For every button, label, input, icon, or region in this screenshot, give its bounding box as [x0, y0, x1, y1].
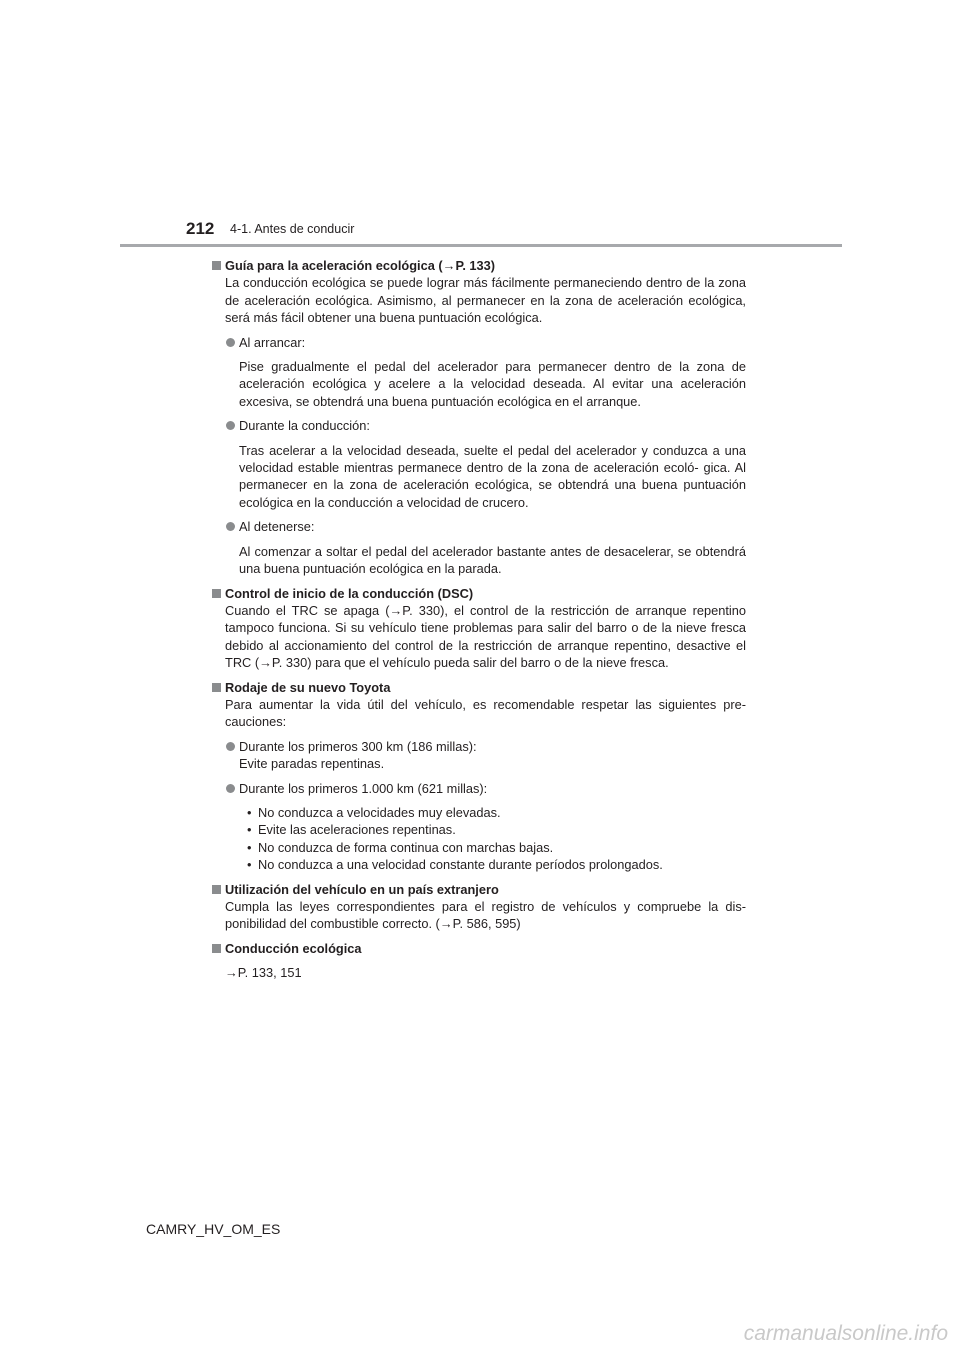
paragraph: La conducción ecológica se puede lograr más fácilmente permaneciendo dentro de la zona de aceleración ecológica. Asimismo, al permanecer en la zona de aceleración ecológica, será más fácil obtener una buena puntuación ecológica. — [225, 275, 746, 326]
sub-list — [212, 804, 746, 874]
square-bullet-icon — [212, 944, 221, 953]
square-bullet-icon — [212, 683, 221, 692]
circle-bullet-icon — [226, 522, 235, 531]
section-title: 4-1. Antes de conducir — [230, 222, 355, 236]
bullet-paragraph: Al comenzar a soltar el pedal del acelerador bastante antes de desacelerar, se obtendrá una buena puntuación ecológica en la parada. — [239, 543, 746, 577]
bullet-item: Al detenerse: — [212, 518, 746, 535]
heading-eco-guide: Guía para la aceleración ecológica (→P. 133) — [212, 257, 746, 274]
heading-break-in: Rodaje de su nuevo Toyota — [212, 679, 746, 696]
page-reference: →P. 133, 151 — [225, 965, 302, 981]
heading-dsc: Control de inicio de la conducción (DSC) — [212, 585, 746, 602]
paragraph: Para aumentar la vida útil del vehículo, es recomendable respetar las siguientes pre- cauciones: — [225, 696, 746, 730]
page-content — [212, 255, 746, 982]
bullet-item: Durante los primeros 1.000 km (621 millas): — [212, 780, 746, 797]
header-rule — [120, 244, 842, 247]
document-code: CAMRY_HV_OM_ES — [146, 1221, 281, 1237]
page-number: 212 — [186, 219, 215, 238]
bullet-paragraph: Evite paradas repentinas. — [239, 756, 385, 772]
circle-bullet-icon — [226, 421, 235, 430]
bullet-paragraph: Pise gradualmente el pedal del acelerador para permanecer dentro de la zona de aceleración ecológica y acelere a la velocidad deseada. Al evitar una aceleración excesiva, se obtendrá una buena puntuación ecológica en el arranque. — [239, 359, 746, 409]
square-bullet-icon — [212, 261, 221, 270]
bullet-item: Durante los primeros 300 km (186 millas): — [212, 738, 746, 755]
sub-list-item: • No conduzca a una velocidad constante durante períodos prolongados. — [247, 857, 663, 873]
square-bullet-icon — [212, 885, 221, 894]
watermark: carmanualsonline.info — [743, 1322, 948, 1345]
heading-eco-driving: Conducción ecológica — [212, 940, 746, 957]
paragraph: Cuando el TRC se apaga (→P. 330), el control de la restricción de arranque repentino tampoco funciona. Si su vehículo tiene problemas para salir del barro o de la nieve fresca debido al accionamiento del control de la restricción de arranque repentino, desactive el TRC (→P. 330) para que el vehículo pueda salir del barro o de la nieve fresca. — [225, 602, 746, 671]
bullet-paragraph: Tras acelerar a la velocidad deseada, suelte el pedal del acelerador y conduzca a una velocidad estable mientras permanece dentro de la zona de aceleración ecoló- gica. Al permanecer en la zona de aceleración ecológica, se obtendrá una buena puntuación ecológica en la conducción a velocidad de crucero. — [239, 442, 746, 510]
circle-bullet-icon — [226, 784, 235, 793]
sub-list-item: • No conduzca a velocidades muy elevadas. — [247, 804, 501, 820]
circle-bullet-icon — [226, 742, 235, 751]
sub-list-item: • No conduzca de forma continua con marchas bajas. — [247, 839, 554, 855]
bullet-item: Durante la conducción: — [212, 417, 746, 434]
bullet-item: Al arrancar: — [212, 334, 746, 351]
sub-list-item: • Evite las aceleraciones repentinas. — [247, 822, 456, 838]
circle-bullet-icon — [226, 338, 235, 347]
square-bullet-icon — [212, 589, 221, 598]
paragraph: Cumpla las leyes correspondientes para el registro de vehículos y compruebe la dis- ponibilidad del combustible correcto. (→P. 586, 595) — [225, 899, 746, 932]
heading-foreign-country: Utilización del vehículo en un país extranjero — [212, 881, 746, 898]
